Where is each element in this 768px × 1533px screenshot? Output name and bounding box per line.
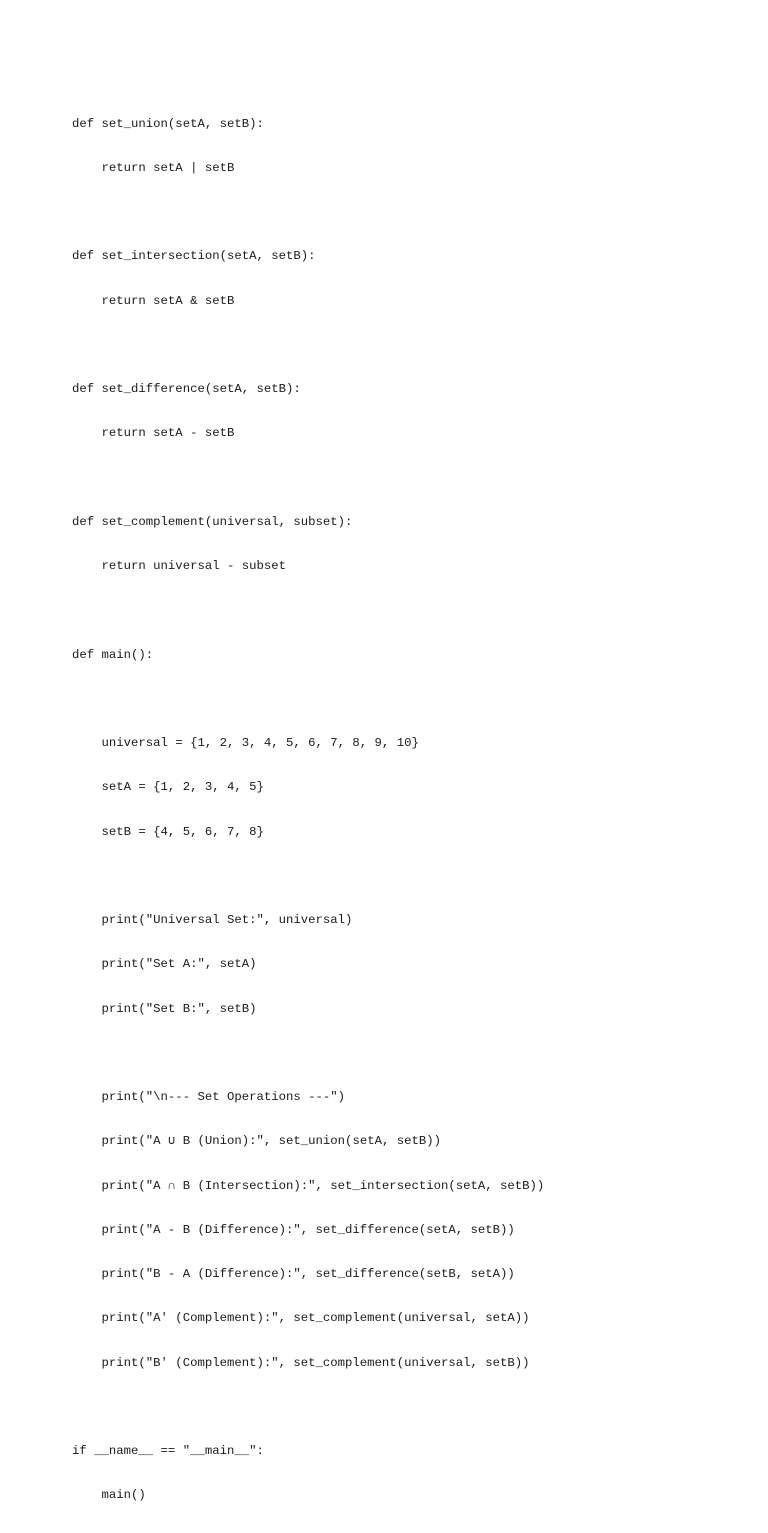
code-line: universal = {1, 2, 3, 4, 5, 6, 7, 8, 9, 10} — [72, 736, 419, 750]
code-line — [72, 205, 544, 220]
code-line: if __name__ == "__main__": — [72, 1444, 264, 1458]
code-line — [72, 471, 544, 486]
code-line: print("A' (Complement):", set_complement(universal, setA)) — [72, 1311, 530, 1326]
code-line — [72, 692, 544, 707]
code-line: return universal - subset — [72, 559, 287, 573]
code-listing — [72, 87, 544, 1533]
code-line: setA = {1, 2, 3, 4, 5} — [72, 780, 264, 795]
code-line: return setA | setB — [72, 160, 235, 175]
code-line — [72, 338, 544, 353]
code-line: def main(): — [72, 647, 154, 662]
code-line: def set_complement(universal, subset): — [72, 514, 353, 529]
code-line: def set_difference(setA, setB): — [72, 382, 301, 396]
code-line: setB = {4, 5, 6, 7, 8} — [72, 824, 264, 839]
code-line: main() — [72, 1488, 146, 1503]
code-line: print("A ∩ B (Intersection):", set_intersection(setA, setB)) — [72, 1178, 545, 1193]
code-line — [72, 1400, 544, 1415]
code-line: return setA & setB — [72, 293, 235, 308]
code-line: print("\n--- Set Operations ---") — [72, 1090, 346, 1104]
code-line: print("Universal Set:", universal) — [72, 913, 353, 927]
code-line: print("B' (Complement):", set_complement(universal, setB)) — [72, 1355, 530, 1370]
code-line: def set_intersection(setA, setB): — [72, 249, 316, 264]
code-line: return setA - setB — [72, 426, 235, 441]
code-line: print("A - B (Difference):", set_difference(setA, setB)) — [72, 1222, 515, 1237]
code-line: print("Set A:", setA) — [72, 957, 257, 972]
code-line — [72, 869, 544, 884]
code-line: print("Set B:", setB) — [72, 1001, 257, 1016]
code-line: print("A ∪ B (Union):", set_union(setA, setB)) — [72, 1134, 441, 1149]
code-line: print("B - A (Difference):", set_difference(setB, setA)) — [72, 1267, 515, 1281]
code-line: def set_union(setA, setB): — [72, 116, 264, 131]
code-line — [72, 603, 544, 618]
code-line — [72, 1046, 544, 1061]
